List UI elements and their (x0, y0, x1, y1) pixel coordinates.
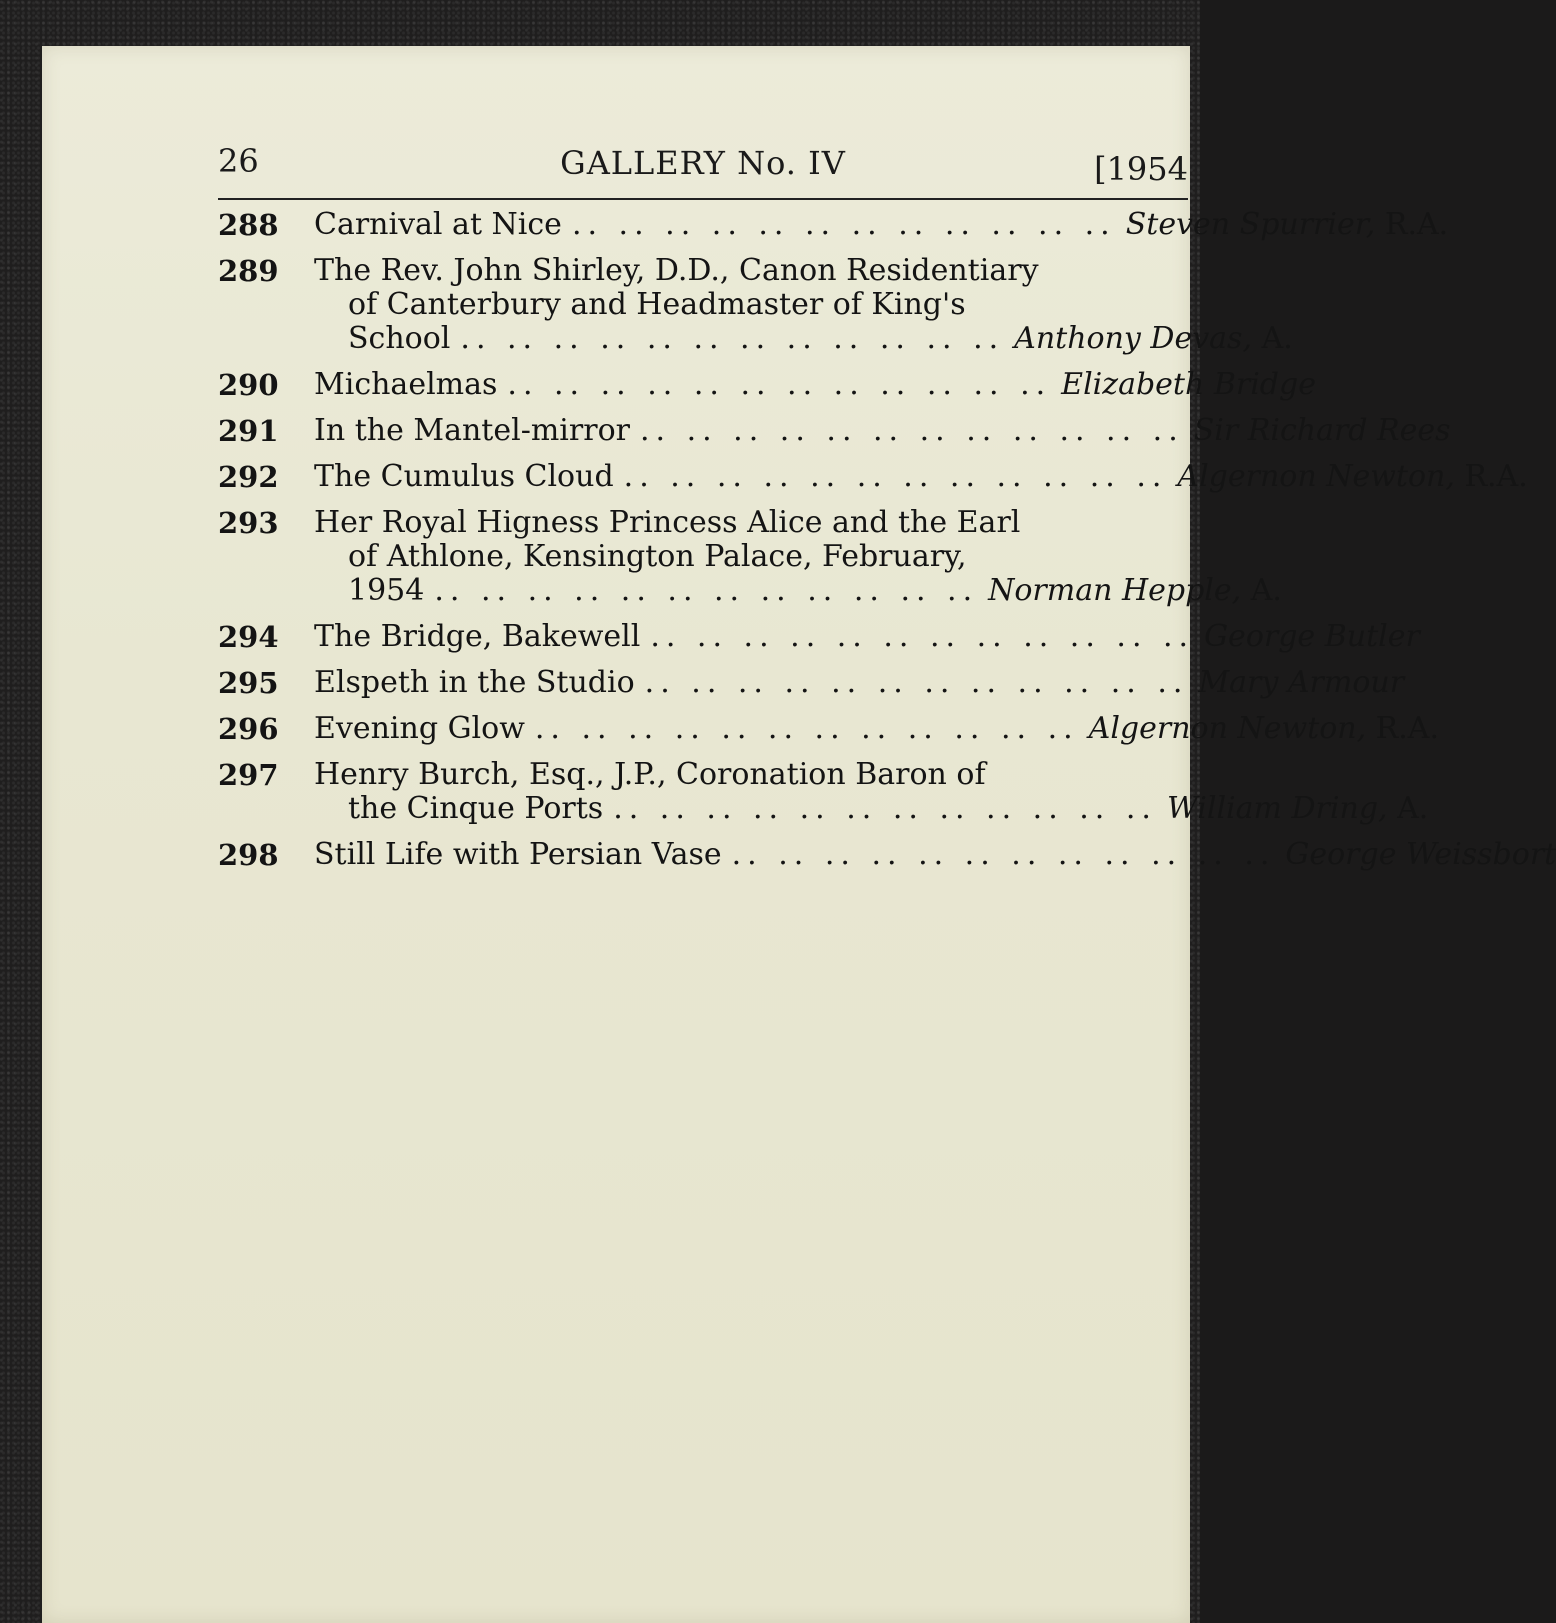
entry-number: 298 (218, 838, 279, 872)
page-header (218, 140, 1188, 196)
entry-number: 294 (218, 620, 279, 654)
artist-credit (1177, 460, 1527, 494)
artist-honour: A. (1397, 791, 1429, 826)
entry-title: The Cumulus Cloud (314, 459, 614, 494)
artist-credit (1089, 712, 1439, 746)
artist-honour: R.A. (1464, 459, 1528, 494)
entry-number: 289 (218, 254, 279, 288)
entry-number: 290 (218, 368, 279, 402)
entry-title-line: of Athlone, Kensington Palace, February, (348, 539, 967, 574)
entry-last-line (218, 459, 1528, 494)
entry-title: 1954 (348, 573, 425, 608)
artist-credit (1285, 838, 1556, 872)
artist-credit (1014, 322, 1293, 356)
entry-list (218, 207, 1556, 884)
entry-title: In the Mantel-mirror (314, 413, 630, 448)
entry-last-line (218, 321, 1293, 356)
entry-title: Elspeth in the Studio (314, 665, 635, 700)
catalogue-entry (218, 619, 1420, 654)
catalogue-entry (218, 837, 1556, 872)
artist-name: George Butler (1204, 619, 1420, 654)
entry-number: 296 (218, 712, 279, 746)
year-label: [1954 (1094, 150, 1188, 188)
artist-credit (1126, 208, 1448, 242)
entry-last-line (218, 665, 1405, 700)
entry-number: 293 (218, 506, 279, 540)
entry-last-line (218, 413, 1451, 448)
entry-number: 292 (218, 460, 279, 494)
leader-dots: .. .. .. .. .. .. .. .. .. .. .. .. (650, 619, 1195, 654)
artist-name: William Dring, (1166, 791, 1388, 826)
catalogue-entry (218, 459, 1528, 494)
entry-title-line: The Rev. John Shirley, D.D., Canon Residentiary (314, 253, 1039, 288)
leader-dots: .. .. .. .. .. .. .. .. .. .. .. .. (571, 207, 1116, 242)
entry-number: 288 (218, 208, 279, 242)
artist-credit (988, 574, 1282, 608)
entry-last-line (218, 207, 1449, 242)
leader-dots: .. .. .. .. .. .. .. .. .. .. .. .. (644, 665, 1189, 700)
catalogue-entry (218, 413, 1451, 448)
artist-name: George Weissbort (1285, 837, 1556, 872)
entry-title: the Cinque Ports (348, 791, 604, 826)
entry-last-line (218, 573, 1282, 608)
artist-name: Norman Hepple, (988, 573, 1242, 608)
entry-number: 297 (218, 758, 279, 792)
entry-title: Evening Glow (314, 711, 525, 746)
leader-dots: .. .. .. .. .. .. .. .. .. .. .. .. (639, 413, 1184, 448)
page-number: 26 (218, 142, 259, 180)
artist-honour: R.A. (1375, 711, 1439, 746)
artist-credit (1194, 414, 1451, 448)
artist-honour: R.A. (1384, 207, 1449, 242)
leader-dots: .. .. .. .. .. .. .. .. .. .. .. .. (623, 459, 1168, 494)
entry-title: Carnival at Nice (314, 207, 562, 242)
entry-title-line: of Canterbury and Headmaster of King's (348, 287, 966, 322)
artist-credit (1167, 792, 1428, 826)
entry-title: School (348, 321, 451, 356)
entry-title: The Bridge, Bakewell (314, 619, 641, 654)
entry-last-line (218, 837, 1556, 872)
artist-name: Steven Spurrier, (1125, 207, 1376, 242)
entry-number: 295 (218, 666, 279, 700)
catalogue-entry (218, 505, 1282, 608)
catalogue-entry (218, 253, 1293, 356)
entry-title: Still Life with Persian Vase (314, 837, 722, 872)
artist-credit (1204, 620, 1420, 654)
leader-dots: .. .. .. .. .. .. .. .. .. .. .. .. (731, 837, 1276, 872)
artist-credit (1198, 666, 1404, 700)
entry-number: 291 (218, 414, 279, 448)
artist-name: Algernon Newton, (1177, 459, 1455, 494)
leader-dots: .. .. .. .. .. .. .. .. .. .. .. .. (507, 367, 1052, 402)
header-rule (218, 198, 1188, 200)
artist-name: Anthony Devas, (1014, 321, 1252, 356)
gallery-title: GALLERY No. IV (560, 144, 846, 182)
entry-title: Michaelmas (314, 367, 498, 402)
artist-name: Algernon Newton, (1088, 711, 1367, 746)
catalogue-entry (218, 757, 1429, 826)
leader-dots: .. .. .. .. .. .. .. .. .. .. .. .. (613, 791, 1157, 826)
catalogue-entry (218, 367, 1316, 402)
artist-honour: A. (1261, 321, 1293, 356)
leader-dots: .. .. .. .. .. .. .. .. .. .. .. .. (534, 711, 1079, 746)
artist-name: Mary Armour (1198, 665, 1405, 700)
catalogue-entry (218, 665, 1405, 700)
entry-title-line: Her Royal Higness Princess Alice and the Earl (314, 505, 1021, 540)
entry-title-line: Henry Burch, Esq., J.P., Coronation Baron of (314, 757, 986, 792)
artist-credit (1061, 368, 1316, 402)
artist-honour: A. (1250, 573, 1282, 608)
leader-dots: .. .. .. .. .. .. .. .. .. .. .. .. (460, 321, 1005, 356)
artist-name: Elizabeth Bridge (1061, 367, 1316, 402)
entry-last-line (218, 711, 1439, 746)
leader-dots: .. .. .. .. .. .. .. .. .. .. .. .. (434, 573, 979, 608)
catalogue-entry (218, 711, 1439, 746)
entry-last-line (218, 367, 1316, 402)
catalogue-entry (218, 207, 1449, 242)
artist-name: Sir Richard Rees (1193, 413, 1451, 448)
entry-last-line (218, 791, 1429, 826)
entry-last-line (218, 619, 1420, 654)
